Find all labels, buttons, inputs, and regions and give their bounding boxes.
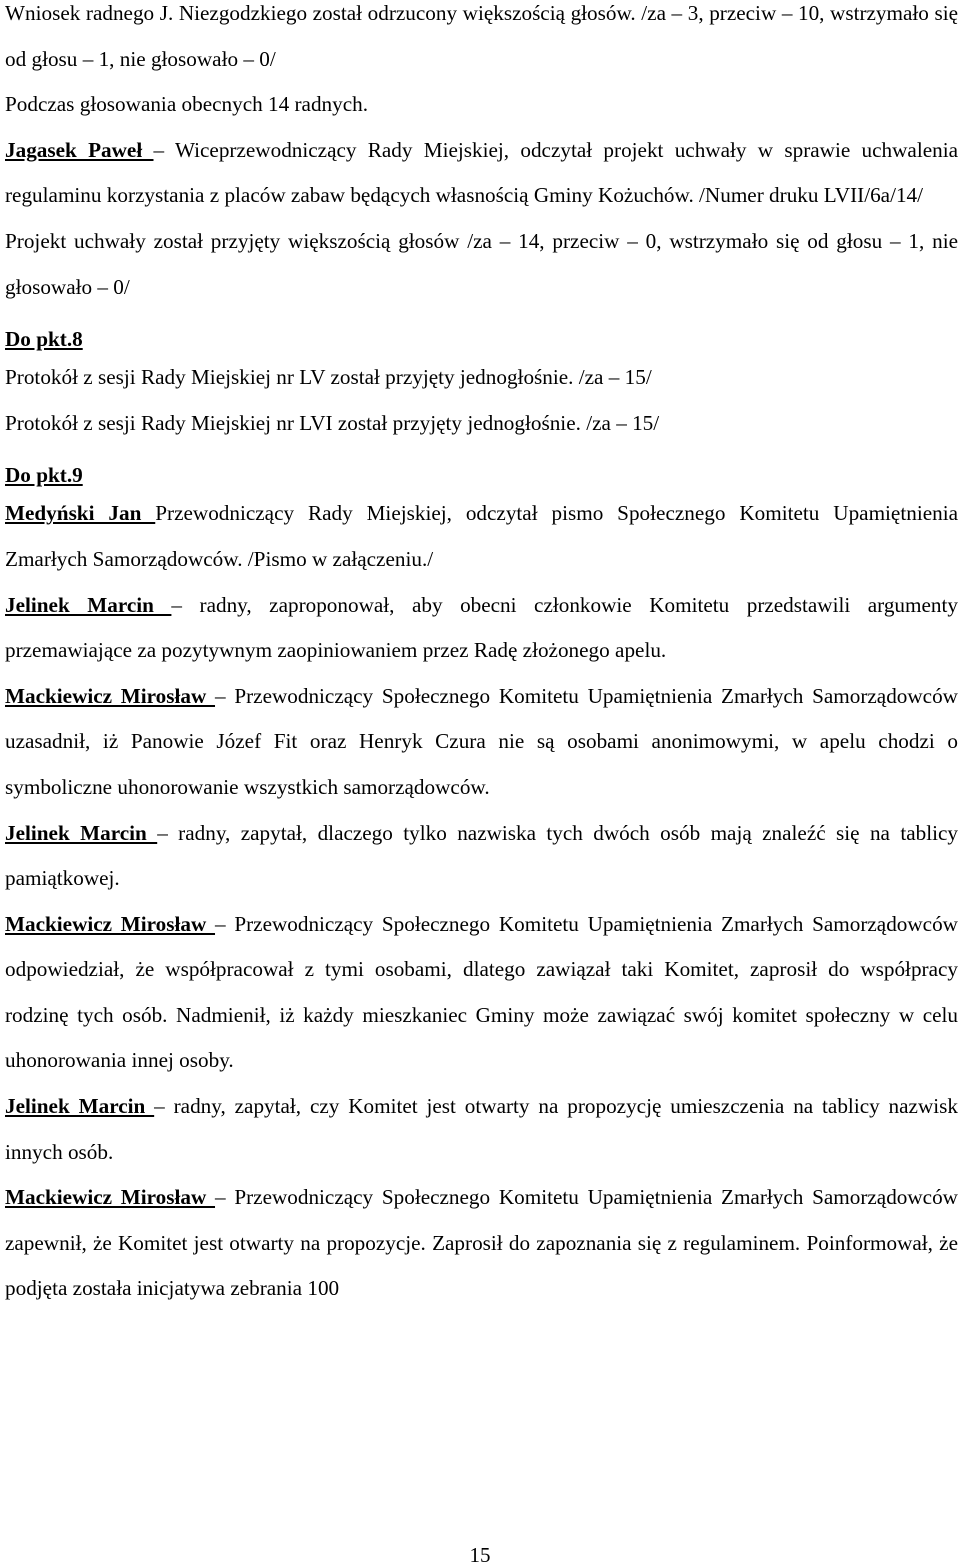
- section-heading-pkt8: Do pkt.8: [5, 327, 83, 352]
- paragraph-mackiewicz-3: [5, 1175, 958, 1312]
- speaker-name: Jelinek Marcin: [5, 820, 158, 845]
- page-number: 15: [469, 1543, 491, 1567]
- paragraph-jagasek: [5, 128, 958, 219]
- paragraph-vote-result-2: Projekt uchwały został przyjęty większością głosów /za – 14, przeciw – 0, wstrzymało się od głosu – 1, nie głosowało – 0/: [5, 228, 958, 299]
- speaker-name: Jagasek Paweł: [5, 137, 154, 162]
- speaker-name: Mackiewicz Mirosław: [5, 683, 216, 708]
- section-heading-pkt9: Do pkt.9: [5, 463, 83, 488]
- paragraph-mackiewicz-1: [5, 674, 958, 811]
- paragraph-protocol-lvi: Protokół z sesji Rady Miejskiej nr LVI został przyjęty jednogłośnie. /za – 15/: [5, 410, 660, 435]
- speaker-name: Jelinek Marcin: [5, 592, 172, 617]
- paragraph-text: – Przewodniczący Społecznego Komitetu Upamiętnienia Zmarłych Samorządowców uzasadnił, iż Panowie Józef Fit oraz Henryk Czura nie są osobami anonimowymi, w apelu chodzi o symboliczne uhonorowanie wszystkich samorządowców.: [5, 683, 958, 799]
- paragraph-text: – Wiceprzewodniczący Rady Miejskiej, odczytał projekt uchwały w sprawie uchwalenia regulaminu korzystania z placów zabaw będących własnością Gminy Kożuchów. /Numer druku LVII/6a/14/: [5, 137, 958, 208]
- paragraph-text: – radny, zaproponował, aby obecni członkowie Komitetu przedstawili argumenty przemawiające za pozytywnym zaopiniowaniem przez Radę złożonego apelu.: [5, 592, 958, 663]
- paragraph-jelinek-2: [5, 811, 958, 902]
- paragraph-medynski: [5, 491, 958, 582]
- paragraph-text: Przewodniczący Rady Miejskiej, odczytał pismo Społecznego Komitetu Upamiętnienia Zmarłych Samorządowców. /Pismo w załączeniu./: [5, 501, 958, 571]
- speaker-name: Medyński Jan: [5, 501, 156, 526]
- paragraph-text: – Przewodniczący Społecznego Komitetu Upamiętnienia Zmarłych Samorządowców odpowiedział, że współpracował z tymi osobami, dlatego zawiązał taki Komitet, zaprosił do współpracy rodzinę tych osób. Nadmienił, iż każdy mieszkaniec Gminy może zawiązać swój komitet społeczny w celu uhonorowania innej osoby.: [5, 911, 958, 1073]
- paragraph-mackiewicz-2: [5, 902, 958, 1084]
- paragraph-jelinek-3: [5, 1084, 958, 1175]
- paragraph-text: – radny, zapytał, czy Komitet jest otwarty na propozycję umieszczenia na tablicy nazwisk innych osób.: [5, 1094, 958, 1164]
- document-page: [5, 0, 958, 1312]
- paragraph-attendance: Podczas głosowania obecnych 14 radnych.: [5, 92, 369, 117]
- speaker-name: Mackiewicz Mirosław: [5, 911, 216, 936]
- speaker-name: Mackiewicz Mirosław: [5, 1185, 216, 1210]
- paragraph-vote-result-1: Wniosek radnego J. Niezgodzkiego został odrzucony większością głosów. /za – 3, przeciw – 10, wstrzymało się od głosu – 1, nie głosowało – 0/: [5, 1, 958, 71]
- paragraph-text: – radny, zapytał, dlaczego tylko nazwiska tych dwóch osób mają znaleźć się na tablicy pamiątkowej.: [5, 820, 958, 891]
- speaker-name: Jelinek Marcin: [5, 1094, 155, 1119]
- paragraph-protocol-lv: Protokół z sesji Rady Miejskiej nr LV został przyjęty jednogłośnie. /za – 15/: [5, 365, 652, 390]
- paragraph-text: – Przewodniczący Społecznego Komitetu Upamiętnienia Zmarłych Samorządowców zapewnił, że Komitet jest otwarty na propozycje. Zaprosił do zapoznania się z regulaminem. Poinformował, że podjęta została inicjatywa zebrania 100: [5, 1185, 958, 1301]
- paragraph-jelinek-1: [5, 583, 958, 674]
